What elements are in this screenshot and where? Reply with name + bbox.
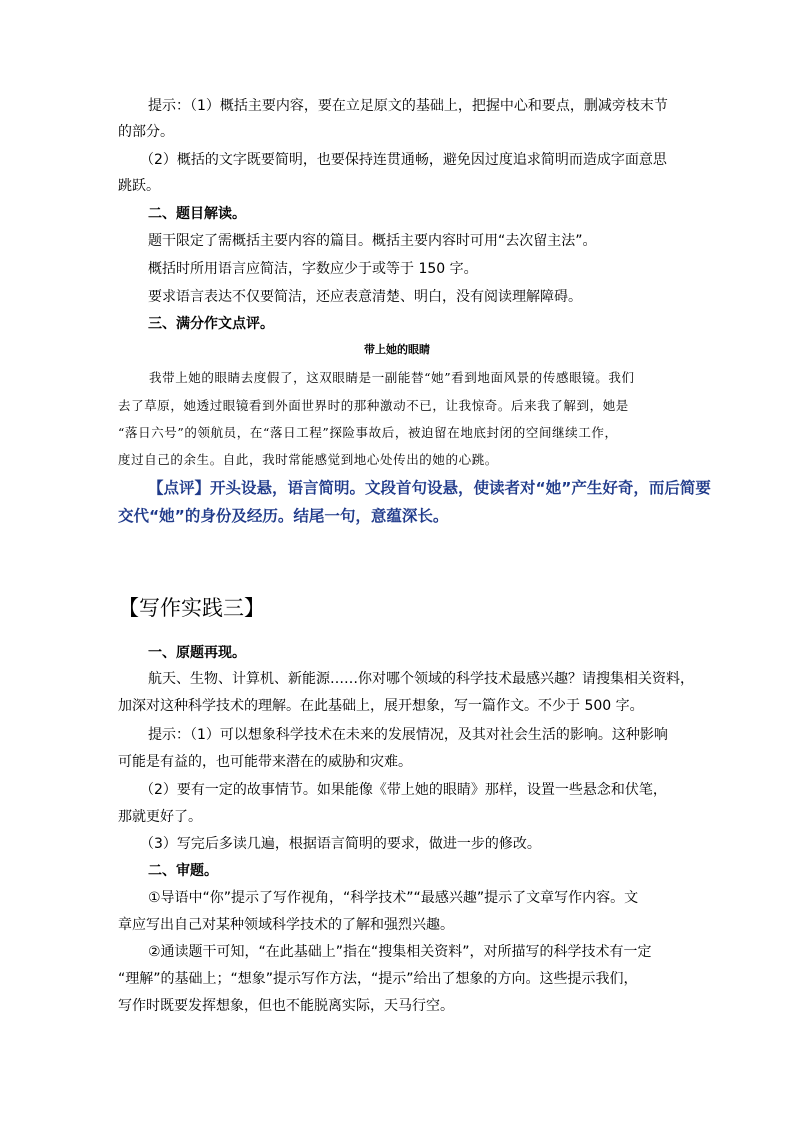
reading-line-3: 要求语言表达不仅要简洁，还应表意清楚、明白，没有阅读理解障碍。 — [148, 289, 582, 305]
reading-line-1: 题干限定了需概括主要内容的篇目。概括主要内容时可用“去次留主法”。 — [148, 233, 597, 249]
hint-2-line-2: 跳跃。 — [118, 178, 160, 194]
essay-title: 带上她的眼睛 — [364, 343, 430, 356]
hint-1-line-1: 提示：（1）概括主要内容，要在立足原文的基础上，把握中心和要点，删减旁枝末节 — [148, 98, 668, 114]
practice-hint-1-line-1: 提示：（1）可以想象科学技术在未来的发展情况，及其对社会生活的影响。这种影响 — [148, 727, 668, 743]
section-title-practice-3: 【写作实践三】 — [118, 596, 265, 620]
prompt-line-2: 加深对这种科学技术的理解。在此基础上，展开想象，写一篇作文。不少于 500 字。 — [118, 698, 644, 714]
comment-line-2: 交代“她”的身份及经历。结尾一句，意蕴深长。 — [118, 507, 449, 525]
essay-line-3: “落日六号”的领航员，在“落日工程”探险事故后，被迫留在地底封闭的空间继续工作， — [118, 425, 618, 440]
essay-line-4: 度过自己的余生。自此，我时常能感觉到地心处传出的她的心跳。 — [118, 452, 498, 467]
analysis-2-line-3: 写作时既要发挥想象，但也不能脱离实际，天马行空。 — [118, 998, 454, 1014]
hint-1-line-2: 的部分。 — [118, 124, 174, 140]
practice-hint-2-line-1: （2）要有一定的故事情节。如果能像《带上她的眼睛》那样，设置一些悬念和伏笔， — [140, 782, 667, 798]
practice-hint-1-line-2: 可能是有益的，也可能带来潜在的威胁和灾难。 — [118, 754, 412, 770]
hint-2-line-1: （2）概括的文字既要简明，也要保持连贯通畅，避免因过度追求简明而造成字面意思 — [140, 152, 667, 168]
heading-topic-reading: 二、题目解读。 — [148, 206, 246, 222]
essay-line-2: 去了草原，她透过眼镜看到外面世界时的那种激动不已，让我惊奇。后来我了解到，她是 — [118, 398, 629, 413]
analysis-2-line-2: “理解”的基础上；“想象”提示写作方法，“提示”给出了想象的方向。这些提示我们， — [118, 971, 638, 987]
heading-original-question: 一、原题再现。 — [148, 645, 246, 661]
heading-essay-review: 三、满分作文点评。 — [148, 316, 274, 332]
analysis-1-line-2: 章应写出自己对某种领域科学技术的了解和强烈兴趣。 — [118, 917, 454, 933]
comment-line-1: 【点评】开头设悬，语言简明。文段首句设悬，使读者对“她”产生好奇，而后简要 — [148, 479, 711, 497]
reading-line-2: 概括时所用语言应简洁，字数应少于或等于 150 字。 — [148, 261, 478, 277]
prompt-line-1: 航天、生物、计算机、新能源……你对哪个领域的科学技术最感兴趣？请搜集相关资料， — [148, 671, 694, 687]
practice-hint-2-line-2: 那就更好了。 — [118, 809, 202, 825]
analysis-2-line-1: ②通读题干可知，“在此基础上”指在“搜集相关资料”，对所描写的科学技术有一定 — [148, 944, 652, 960]
heading-examine-question: 二、审题。 — [148, 863, 218, 879]
practice-hint-3: （3）写完后多读几遍，根据语言简明的要求，做进一步的修改。 — [140, 836, 541, 852]
analysis-1-line-1: ①导语中“你”提示了写作视角，“科学技术”“最感兴趣”提示了文章写作内容。文 — [148, 890, 639, 906]
essay-line-1: 我带上她的眼睛去度假了，这双眼睛是一副能替“她”看到地面风景的传感眼镜。我们 — [149, 370, 635, 385]
